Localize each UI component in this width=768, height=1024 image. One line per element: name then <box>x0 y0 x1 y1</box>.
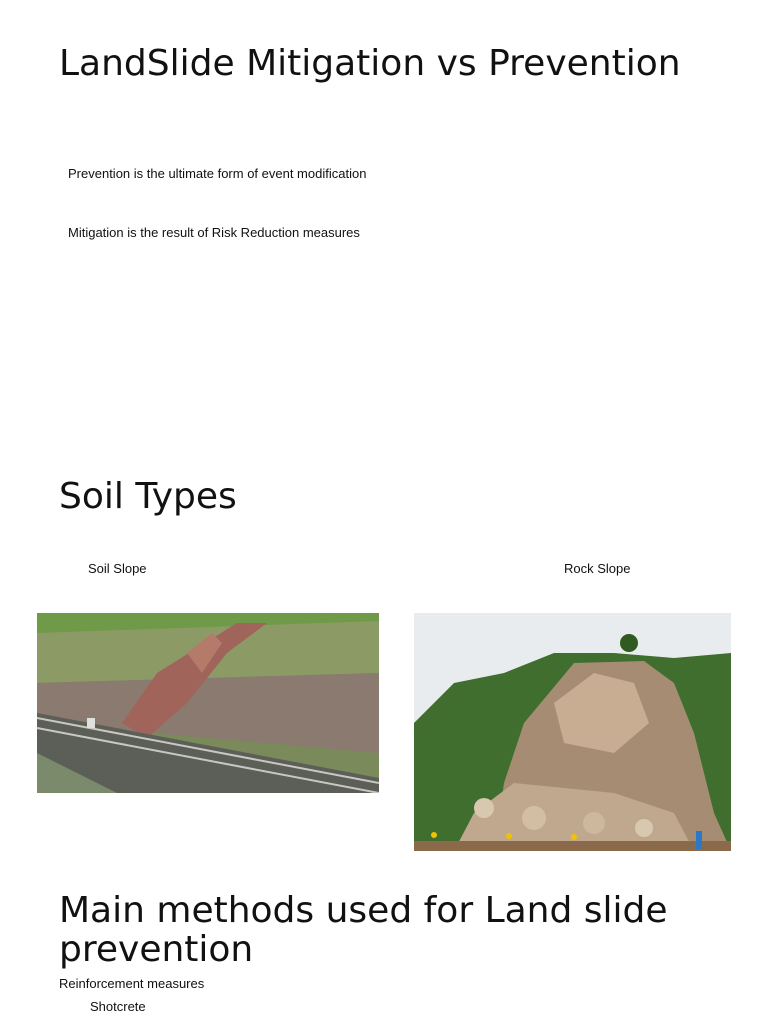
soil-slope-photo <box>37 613 379 793</box>
slide2-title: Soil Types <box>59 476 237 517</box>
reinforcement-measures-item: Reinforcement measures <box>59 976 205 991</box>
mitigation-statement: Mitigation is the result of Risk Reduction measures <box>68 225 360 240</box>
slide3-title: Main methods used for Land slide prevention <box>59 890 668 970</box>
prevention-statement: Prevention is the ultimate form of event modification <box>68 166 367 181</box>
rock-slope-label: Rock Slope <box>564 561 631 576</box>
soil-slope-label: Soil Slope <box>88 561 147 576</box>
slide1-title: LandSlide Mitigation vs Prevention <box>59 43 681 84</box>
rock-slope-photo <box>414 613 731 851</box>
shotcrete-item: Shotcrete <box>90 999 146 1014</box>
